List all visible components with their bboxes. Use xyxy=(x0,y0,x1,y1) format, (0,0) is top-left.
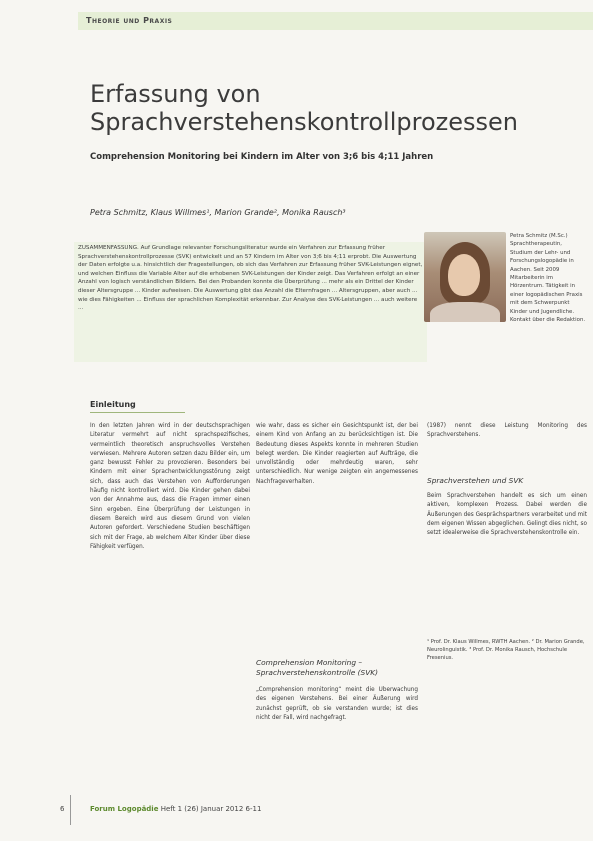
abstract: ZUSAMMENFASSUNG. Auf Grundlage relevanter Forschungsliteratur wurde ein Verfahren zur Erfassung früher Sprachverstehenskontrollprozesse (SVK) entwickelt und an 57 Kindern im Alter von 3;6 bis 4;11 erprobt. Die Auswertung der Daten erfolgte u.a. hinsichtlich der Fragestellungen, ob sich das Verfahren zur Erfassung früher SVK-Leistungen eignet, und welchen Einfluss die Variable Alter auf die erhobenen SVK-Leistungen der Kinder zeigt. Das Verfahren erfolgt an einer Anzahl von logisch verständlichen Bildern. Bei den Probanden konnte die Überprüfung ... mehr als ein Drittel der Kinder dieser Altersgruppe ... Kinder aufweisen. Die Auswertung gibt das Anzahl die Elternfragen ... Altersgruppen, aber auch ... wie dies Fähigkeiten ... Einfluss der sprachlichen Komplexität erkennbar. Zur Analyse des SVK-Leistungen ... auch weitere ... xyxy=(74,242,427,362)
einleitung-heading: Einleitung xyxy=(90,400,136,409)
authors: Petra Schmitz, Klaus Willmes¹, Marion Grande², Monika Rausch³ xyxy=(90,208,346,217)
article-subtitle: Comprehension Monitoring bei Kindern im Alter von 3;6 bis 4;11 Jahren xyxy=(90,152,434,162)
svk2-heading: Sprachverstehen und SVK xyxy=(427,476,524,485)
column-1: In den letzten Jahren wird in der deutschsprachigen Literatur vermehrt auf nicht sprachspezifisches, vermeintlich theoretisch anspruchsvolles Verstehen verwiesen. Mehrere Autoren setzen dazu Bilder ein, um ganz bewusst Fehler zu provozieren. Besonders bei Kindern mit einer Sprachentwicklungsstörung zeigt sich, dass auch das Verstehen von Aufforderungen häufig nicht kontrolliert wird. Die Kinder gehen dabei von der Annahme aus, dass die Fragen immer einen Sinn ergeben. Eine Überprüfung der Leistungen in diesem Bereich wird aus diesem Grund von vielen Autoren gefordert. Verschiedene Studien beschäftigen sich mit der Frage, ab welchem Alter Kinder über diese Fähigkeit verfügen. xyxy=(90,423,250,550)
section-label: Theorie und Praxis xyxy=(86,16,173,25)
column-3: (1987) nennt diese Leistung Monitoring des Sprachverstehens. xyxy=(427,423,587,439)
author-bio xyxy=(424,232,586,324)
column-2-continued: „Comprehension monitoring“ meint die Überwachung des eigenen Verstehens. Bei einer Äußerung wird zunächst geprüft, ob sie verstanden wurde; ist dies nicht der Fall, wird nachgefragt. xyxy=(256,687,418,721)
journal-footer xyxy=(90,805,261,813)
einleitung-rule xyxy=(90,412,185,413)
article-title xyxy=(90,80,518,136)
footer-divider xyxy=(70,795,71,825)
journal-name: Forum Logopädie xyxy=(90,805,159,813)
svk-heading: Comprehension Monitoring – Sprachverstehenskontrolle (SVK) xyxy=(256,658,379,677)
title-line-1: Erfassung von xyxy=(90,80,261,108)
footnotes: ¹ Prof. Dr. Klaus Willmes, RWTH Aachen. ² Dr. Marion Grande, Neurolinguistik. ³ Prof. Dr. Monika Rausch, Hochschule Fresenius. xyxy=(427,639,585,661)
column-2: wie wahr, dass es sicher ein Gesichtspunkt ist, der bei einem Kind von Anfang an zu berücksichtigen ist. Die Bedeutung dieses Aspekts konnte in mehreren Studien belegt werden. Die Kinder reagierten auf Aufträge, die unvollständig oder mehrdeutig waren, sehr unterschiedlich. Nur wenige zeigten ein angemessenes Nachfrageverhalten. xyxy=(256,423,418,485)
page-number: 6 xyxy=(60,805,65,813)
column-3-continued: Beim Sprachverstehen handelt es sich um einen aktiven, komplexen Prozess. Dabei werden die Äußerungen des Gesprächspartners verarbeitet und mit dem eigenen Wissen abgeglichen. Gelingt dies nicht, so setzt idealerweise die Sprachverstehenskontrolle ein. xyxy=(427,493,587,537)
journal-issue: Heft 1 (26) Januar 2012 6-11 xyxy=(160,805,262,813)
bio-text: Petra Schmitz (M.Sc.) Sprachtherapeutin, Studium der Lehr- und Forschungslogopädie in Aachen. Seit 2009 Mitarbeiterin im Hörzentrum. Tätigkeit in einer logopädischen Praxis mit dem Schwerpunkt Kinder und Jugendliche. Kontakt über die Redaktion. xyxy=(510,233,586,324)
title-line-2: Sprachverstehenskontrollprozessen xyxy=(90,108,518,136)
